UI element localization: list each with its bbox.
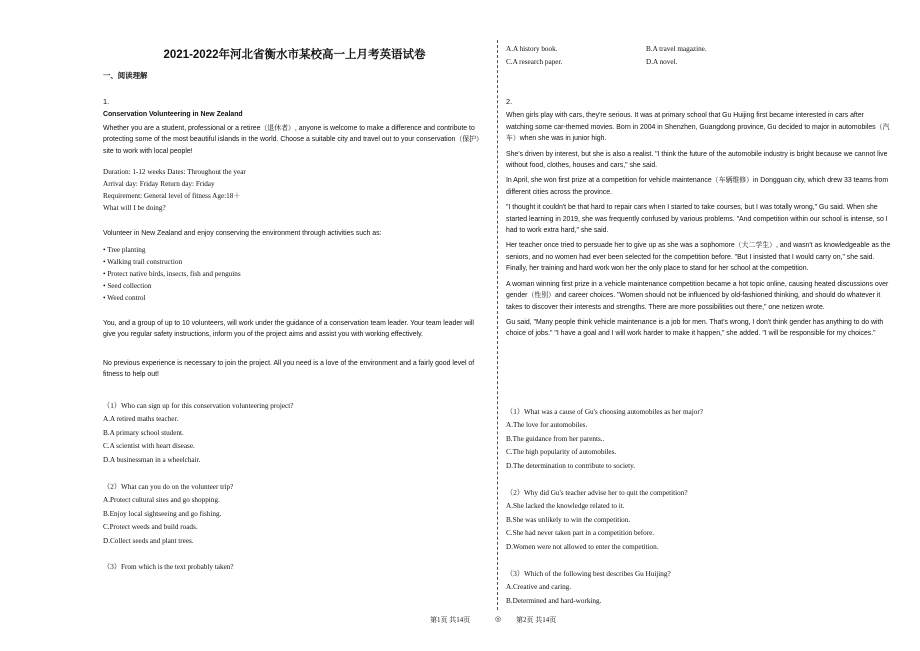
answer-option[interactable]: D.The determination to contribute to society. <box>506 461 636 470</box>
passage-intro: Whether you are a student, professional or a retiree（退休者）, anyone is welcome to make a difference and contribute to protecting some of the most beautiful islands in the world. Choose a suitable city and travel out to your conservation（保护）site to work with local people! <box>103 124 483 155</box>
passage-1 <box>103 96 486 157</box>
list-item: • Walking trail construction <box>103 258 183 266</box>
question-stem: （1）Who can sign up for this conservation volunteering project? <box>103 402 294 410</box>
answer-option[interactable]: C.She had never taken part in a competition before. <box>506 529 655 538</box>
answer-option[interactable]: C.The high popularity of automobiles. <box>506 448 617 457</box>
passage-paragraph: She's driven by interest, but she is also a realist. "I think the future of the automobile industry is bright because we cannot live without food, clothes, houses and cars," she said. <box>506 150 888 170</box>
answer-option[interactable]: B.The guidance from her parents.. <box>506 434 605 443</box>
question-stem: （3）Which of the following best describes Gu Huijing? <box>506 570 671 578</box>
question-1-2 <box>103 481 486 548</box>
passage-paragraph: When girls play with cars, they're serious. It was at primary school that Gu Huijing first became interested in cars after watching some car-themed movies. Born in 2004 in Shenzhen, Guangdong province, Gu decided to major in automobiles（汽车）when she was in junior high. <box>506 112 890 143</box>
passage-paragraph: "I thought it couldn't be that hard to repair cars when I started to take courses, but I was totally wrong," Gu said. When she started learning in 2019, she was frequently confused by various problems. "And competition within our school is intense, so I had to work extra hard," she said. <box>506 204 888 235</box>
answer-option[interactable]: C.Protect weeds and build roads. <box>103 523 198 532</box>
section-heading: 一、阅读理解 <box>103 71 148 80</box>
answer-option[interactable]: B.Enjoy local sightseeing and go fishing. <box>103 509 222 518</box>
answer-option[interactable]: D.A novel. <box>646 57 678 66</box>
answer-option[interactable]: B.A travel magazine. <box>646 45 707 53</box>
question-2-3 <box>506 568 892 608</box>
binding-mark-icon: ◎ <box>495 615 502 623</box>
detail-line: Duration: 1-12 weeks Dates: Throughout the year <box>103 168 246 176</box>
passage-paragraph: In April, she won first prize at a competition for vehicle maintenance（车辆维修）in Dongguan city, which drew 33 teams from different cities across the province. <box>506 177 889 196</box>
trip-details <box>103 166 486 214</box>
list-item: • Seed collection <box>103 282 152 290</box>
passage-2 <box>506 96 892 340</box>
question-stem: （3）From which is the text probably taken? <box>103 563 234 571</box>
question-number: 2. <box>506 97 513 106</box>
answer-option[interactable]: B.Determined and hard-working. <box>506 596 602 605</box>
question-stem: （2）What can you do on the volunteer trip? <box>103 483 234 491</box>
passage-heading: Conservation Volunteering in New Zealand <box>103 111 243 119</box>
question-number: 1. <box>103 97 110 106</box>
answer-option[interactable]: A.A history book. <box>506 45 558 53</box>
question-2-2 <box>506 487 892 554</box>
detail-line: Arrival day: Friday Return day: Friday <box>103 180 215 188</box>
answer-option[interactable]: B.A primary school student. <box>103 428 184 437</box>
passage-para-2: You, and a group of up to 10 volunteers, will work under the guidance of a conservation team leader. Your team leader will give you regular safety instructions, inform you of the project aims and assist you with working effectively. <box>103 320 474 339</box>
detail-line: Requirement: General level of fitness Age:18＋ <box>103 192 241 200</box>
passage-paragraph: A woman winning first prize in a vehicle maintenance competition became a hot topic online, causing heated discussions over gender（性别）and career choices. "Women should not be influenced by old-fashioned thinking, and should do whatever it takes to discover their interests and strengths. There are more possibilities out there," one netizen wrote. <box>506 280 889 311</box>
passage-para-3: No previous experience is necessary to join the project. All you need is a love of the environment and a fairly good level of fitness to help out! <box>103 360 475 379</box>
answer-option[interactable]: B.She was unlikely to win the competition. <box>506 515 631 524</box>
activities-intro: Volunteer in New Zealand and enjoy conserving the environment through activities such as: <box>103 230 382 237</box>
list-item: • Protect native birds, insects, fish and penguins <box>103 270 241 278</box>
answer-option[interactable]: D.Women were not allowed to enter the competition. <box>506 542 659 551</box>
question-1-3 <box>103 561 486 574</box>
question-1-3-options <box>506 43 892 68</box>
answer-option[interactable]: A.She lacked the knowledge related to it. <box>506 502 625 511</box>
question-stem: （2）Why did Gu's teacher advise her to quit the competition? <box>506 489 688 497</box>
answer-option[interactable]: D.Collect seeds and plant trees. <box>103 536 194 545</box>
answer-option[interactable]: A.Creative and caring. <box>506 583 572 592</box>
detail-line: What will I be doing? <box>103 204 166 212</box>
answer-option[interactable]: C.A scientist with heart disease. <box>103 442 195 451</box>
page-title: 2021-2022年河北省衡水市某校高一上月考英语试卷 <box>163 49 426 61</box>
list-item: • Weed control <box>103 294 146 302</box>
left-page-number: 第1页 共14页 <box>430 616 471 624</box>
answer-option[interactable]: C.A research paper. <box>506 57 563 66</box>
passage-paragraph: Gu said, "Many people think vehicle maintenance is a job for men. That's wrong, I don't think gender has anything to do with choice of jobs." "I have a goal and I will work harder to make it happen," she added. "I will be responsible for my choices." <box>506 318 884 338</box>
answer-option[interactable]: A.The love for automobiles. <box>506 421 588 430</box>
passage-paragraph: Her teacher once tried to persuade her to give up as she was a sophomore（大二学生）, and wasn't as knowledgeable as the seniors, and no women had ever been selected for the competition before. "But I insisted that I would carry on," she said. Finally, her training and hard work won her the only place to stand for her school at the competition. <box>506 242 891 273</box>
answer-option[interactable]: A.Protect cultural sites and go shopping. <box>103 496 220 505</box>
question-stem: （1）What was a cause of Gu's choosing automobiles as her major? <box>506 408 703 416</box>
right-page-number: 第2页 共14页 <box>516 616 557 624</box>
list-item: • Tree planting <box>103 246 146 254</box>
answer-option[interactable]: D.A businessman in a wheelchair. <box>103 455 201 464</box>
activity-list <box>103 244 486 304</box>
answer-option[interactable]: A.A retired maths teacher. <box>103 415 179 424</box>
column-divider <box>497 40 498 610</box>
question-1-1 <box>103 400 486 467</box>
question-2-1 <box>506 406 892 473</box>
